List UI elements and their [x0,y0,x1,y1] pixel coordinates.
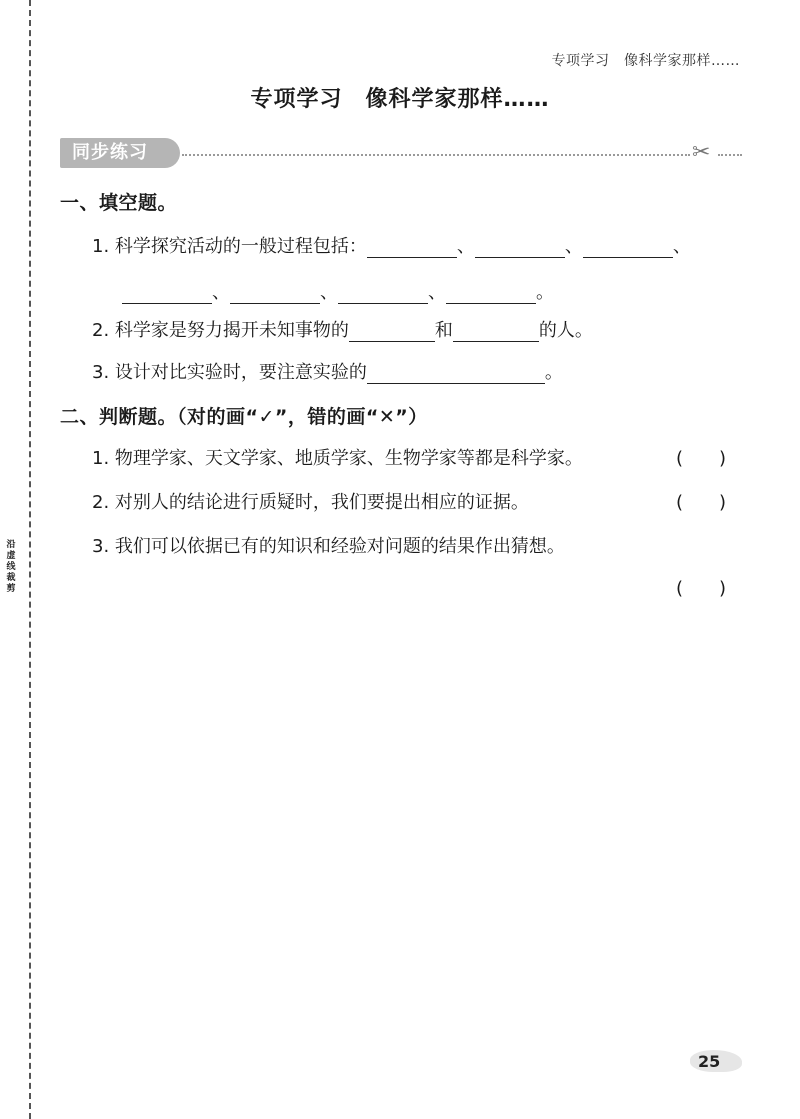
judge-question-2: 2. 对别人的结论进行质疑时，我们要提出相应的证据。 [92,492,529,513]
answer-paren-1[interactable]: ( ) [676,448,727,469]
separator: 、 [320,282,338,303]
blank-9[interactable] [453,321,539,342]
separator: 、 [212,282,230,303]
fill-question-2-mid: 和 [434,320,453,341]
fill-question-2-suffix: 的人。 [538,320,593,341]
part2-heading: 二、判断题。（对的画“✓”，错的画“✕”） [60,406,428,428]
scissors-icon: ✂ [692,140,711,165]
blank-6[interactable] [338,283,428,304]
blank-10[interactable] [367,363,545,384]
judge-question-1: 1. 物理学家、天文学家、地质学家、生物学家等都是科学家。 [92,448,583,469]
page-title: 专项学习 像科学家那样…… [250,87,550,112]
blank-5[interactable] [230,283,320,304]
fill-question-2 [92,316,593,342]
separator: 、 [456,236,475,257]
blank-8[interactable] [349,321,435,342]
page-number: 25 [698,1052,721,1071]
blank-3[interactable] [583,237,673,258]
judge-question-3: 3. 我们可以依据已有的知识和经验对问题的结果作出猜想。 [92,536,565,557]
running-header: 专项学习 像科学家那样…… [551,53,740,69]
separator: 、 [672,236,691,257]
cut-dashed-line [29,0,31,1119]
answer-paren-3[interactable]: ( ) [676,578,727,599]
part1-heading: 一、填空题。 [60,192,178,214]
blank-7[interactable] [446,283,536,304]
fill-question-1-line-1 [92,232,691,258]
fill-question-2-text: 2. 科学家是努力揭开未知事物的 [92,320,349,341]
separator: 、 [564,236,583,257]
sentence-end: 。 [544,362,563,383]
banner-dotted-line-tail [718,154,742,156]
cut-label: 沿虚线裁剪 [6,540,16,594]
blank-1[interactable] [367,237,457,258]
fill-question-1-text: 1. 科学探究活动的一般过程包括： [92,236,367,257]
blank-4[interactable] [122,283,212,304]
blank-2[interactable] [475,237,565,258]
banner-dotted-line [182,154,690,156]
fill-question-3-text: 3. 设计对比实验时，要注意实验的 [92,362,367,383]
fill-question-1-line-2 [122,278,554,304]
section-banner: 同步练习 [60,138,180,168]
answer-paren-2[interactable]: ( ) [676,492,727,513]
separator: 、 [428,282,446,303]
fill-question-3 [92,358,563,384]
sentence-end: 。 [536,282,554,303]
